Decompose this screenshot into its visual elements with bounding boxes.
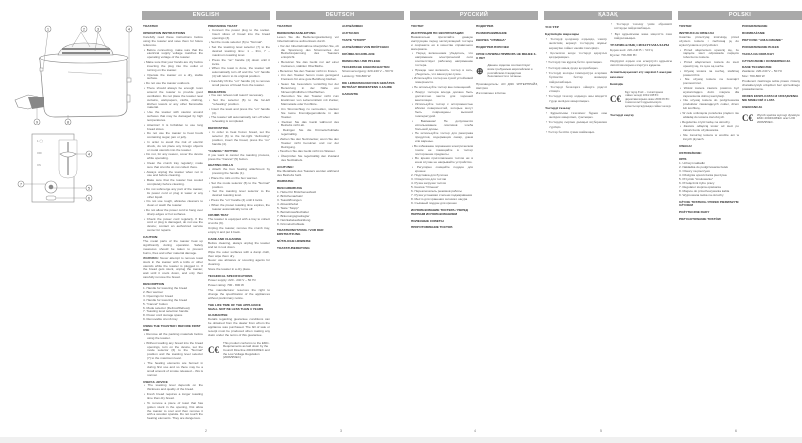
svg-text:7: 7 — [19, 181, 23, 187]
polski-ce-text: Wyrób spełnia wymogi dyrektyw EMC 2004/108/EC oraz LVD 2006/95/EC. — [757, 112, 800, 124]
english-service-life: THE LIFE TIME OF THE APPLIANCE SHALL NOT BE LESS THAN 3 YEARS — [208, 302, 264, 311]
english-warning-text: Never attempt to remove toast stuck in the toaster with a knife or other utensils while the toaster is plugged in. If the bread gets stuck, unplug the toaster, wait until it cools down, and only then carefully remove the bread. — [143, 255, 203, 280]
russian-title: ТОСТЕР — [411, 24, 424, 28]
kazakh-cleaning-item: • Тостер бөлігін сумен шаймаңыз. — [545, 130, 607, 134]
kazakh-column-1 — [545, 22, 607, 422]
deutsch-column-1 — [277, 22, 339, 422]
deutsch-bullet: • Benutzen Sie den Toaster nicht im Freien. — [277, 70, 339, 74]
description-item: 6. Przełącznik trybu pracy — [679, 180, 715, 185]
description-item: 6. Betriebswahlschalter — [277, 209, 309, 214]
russian-service-life: СРОК СЛУЖБЫ ПРИБОРА НЕ МЕНЕЕ 3-Х ЛЕТ — [476, 51, 537, 60]
page-number: 3 — [340, 429, 342, 433]
deutsch-spec-line: Stromversorgung: 220-240 V ~ 50 Hz — [342, 69, 394, 74]
kazakh-safety-heading: Қауіпсіздік шаралары — [545, 32, 580, 37]
kazakh-bullet: • Тостерді тазалау үшін абразивті заттарды пайдаланбаңыз. — [610, 22, 672, 31]
russian-rolls-heading: ПОДОГРЕВ БУЛОЧЕК — [476, 44, 509, 49]
svg-text:8: 8 — [66, 119, 70, 125]
header-russian: РУССКИЙ — [410, 11, 538, 20]
deutsch-bullet: • Seien Sie besonders vorsichtig bei der Benutzung in der Nähe von hitzeempfindlichen Oberflächen. — [277, 83, 339, 95]
deutsch-auftauen-heading: AUFTAUEN — [342, 30, 359, 35]
english-advice-item: • Fresh bread requires a longer toasting time than dry bread. — [143, 393, 203, 401]
english-first-use-heading: USING THE TOASTER / BEFORE FIRST USE — [143, 324, 201, 333]
bottom-strip — [0, 437, 802, 443]
deutsch-bullet: • Überprüfen Sie regelmäßig den Zustand des Netzkabels. — [277, 155, 339, 163]
english-bullet: • Always unplug the toaster when not in use and before cleaning. — [143, 171, 203, 179]
kazakh-cleaning-item: • Құрылғыны тазаламас бұрын оны желіден ажыратып, суытыңыз. — [545, 111, 607, 120]
polski-bullet: • Przed włączeniem tostera do sieci upewnij się, że ręce są suche. — [679, 61, 739, 69]
description-item: 3. Otwory na pieczywo — [679, 169, 711, 174]
polski-ce-block — [742, 114, 800, 125]
english-crumb-text: The toaster is equipped with a tray to collect crumbs (9). — [208, 217, 270, 226]
polski-defrost-heading: ROZMRAŻANIE — [742, 30, 765, 35]
english-care-heading: CARE AND CLEANING — [208, 236, 242, 241]
deutsch-bullet: • Benutzen Sie den Toaster nicht zum Erwärmen von Lebensmitteln mit Zucker, Marmelade oder Konfitüre. — [277, 95, 339, 107]
kazakh-title: ТОСТЕР — [545, 25, 559, 29]
kazakh-guarantee-heading: Кепілдік — [610, 82, 624, 87]
polski-bullet: • Nie zanurzaj tostera w wodzie ani w innych płynach. — [679, 134, 739, 142]
english-first-use-item: • Remove all the packing materials before using the toaster. — [143, 333, 203, 341]
deutsch-stop-heading: TASTE "STOPP" — [342, 37, 367, 42]
polski-spec-note: Producent zastrzega sobie prawo zmiany charakterystyk urządzeń bez uprzedniego powiadomienia. — [742, 79, 800, 91]
english-preparing-item: • Carefully lift the "on" handle (4) to remove small pieces of bread from the toaster. — [208, 80, 270, 88]
description-item: 9. Wyjmowana tacka na okruchy — [679, 192, 724, 197]
english-bullet: • Do not use the toaster outdoors. — [143, 82, 203, 86]
english-crumb-text: Unplug the toaster, remove the crumb tray, empty it and put it back. — [208, 226, 270, 235]
description-item: 3. Openings for bread — [143, 293, 173, 298]
polski-description-heading: OPIS — [679, 157, 687, 162]
polski-toasting-heading: PRZYGOTOWANIE TOSTÓW — [679, 217, 721, 222]
english-care-text: Store the toaster in a dry place. — [208, 267, 251, 272]
description-item: 4. Dźwignia opuszczania pieczywa — [679, 173, 727, 178]
deutsch-column-2 — [342, 22, 404, 422]
polski-guarantee-heading: GWARANCJA — [742, 104, 763, 109]
deutsch-bullet: • Decken Sie das Gerät während des Betriebs nicht ab. — [277, 121, 339, 129]
russian-bullet: • Регулярно очищайте поддон для крошек. — [411, 166, 473, 174]
english-preparing-heading: PREPARING TOAST — [208, 24, 238, 28]
svg-text:9: 9 — [35, 119, 39, 125]
description-item: 7. Toasting level selection handle — [143, 309, 189, 314]
english-bullet: • Do not use rough, abrasive cleaners to clean or wash the toaster. — [143, 200, 203, 208]
english-reheating-item: • Insert the toast and press the "on" handle (4). — [208, 108, 270, 116]
russian-intro: Внимательно прочитайте данную инструкцию перед эксплуатацией тостера и сохраните её в качестве справочного материала. — [411, 34, 473, 51]
svg-text:OFF: OFF — [37, 152, 42, 155]
english-intro: Carefully read these instructions before using the toaster and save them for future reference. — [143, 34, 203, 47]
deutsch-bullet: • Benutzen Sie das Gerät nur auf einer trockenen, stabilen Oberfläche. — [277, 61, 339, 69]
polski-bullet: • Nie używaj tostera do podgrzewania produktów zawierających cukier, dżem lub konfiturę. — [679, 99, 739, 111]
russian-bullet: • Перед включением убедитесь, что напряжение электрической сети соответствует рабочему напряжению тостера. — [411, 52, 473, 68]
english-first-use-item: • Without loading any bread into the bread openings, turn on the device, set the mode selector (6) to the "Normal" position and the toasting level selector (7) to the maximum level. — [143, 342, 203, 362]
description-item: 1. Handle for lowering the bread — [143, 286, 188, 291]
english-first-use-item: • The heating elements are burned in during first use and so there may be a small amount of smoke released – this is normal. — [143, 362, 203, 378]
polski-bullet: • Regularnie czyść tackę na okruchy. — [679, 121, 739, 125]
header-english: ENGLISH — [142, 11, 270, 20]
polski-rolls-heading: PODGRZEWANIE BUŁEK — [742, 44, 779, 49]
english-bullet: • Attention! It is forbidden to use long bread slices. — [143, 124, 203, 132]
page-number: 2 — [205, 429, 207, 433]
russian-bullet: • Используйте тостер с осторожностью вблизи поверхностей, которые могут быть повреждены высокой температурой. — [411, 103, 473, 119]
kazakh-column-2 — [610, 22, 672, 422]
svg-text:1 ◯: 1 ◯ — [37, 139, 43, 143]
deutsch-intro: Lesen Sie die Bedienungsanleitung vor Inbetriebnahme aufmerksam durch. — [277, 34, 339, 43]
russian-bullet: • Не используйте тостер вне помещений. — [411, 86, 473, 90]
english-spec-note: The manufacturer reserves the right to change the specification of the appliances without preliminary notice. — [208, 287, 270, 300]
deutsch-bullet: • Reinigen Sie die Krümelschublade regelmäßig. — [277, 129, 339, 137]
russian-first-use-heading: ИСПОЛЬЗОВАНИЕ ТОСТЕРА / ПЕРЕД ПЕРВЫМ ИСПОЛЬЗОВАНИЕМ — [411, 207, 468, 216]
polski-useful-heading: POŻYTECZNE RADY — [679, 210, 710, 215]
polski-instructions-heading: INSTRUKCJA OBSŁUGI — [679, 30, 714, 35]
description-item: 2. Nakładka do podgrzewania bułek — [679, 165, 729, 170]
english-rolls-item: • Set the mode selector (6) to the "Normal" position. — [208, 182, 270, 190]
english-advice-item: • The toasting level depends on the thickness and quality of the bread. — [143, 384, 203, 392]
polski-intro: Uważnie przeczytaj instrukcję przed użyciem tostera i zachowaj ją do wykorzystania w przyszłości. — [679, 34, 739, 47]
deutsch-spec-heading: TECHNISCHE EIGENSCHAFTEN — [342, 65, 390, 70]
description-item: 8. Miejsce do przechowywania kabla — [679, 188, 730, 193]
description-item: 5. Taste "Stopp" — [277, 205, 299, 210]
russian-bullet: • Внимание! Не допускается использование ломтиков хлеба большой длины. — [411, 120, 473, 132]
toaster-diagram — [10, 25, 135, 125]
polski-bullet: • Używaj tostera na suchej, stabilnej powierzchni. — [679, 70, 739, 78]
english-preparing-item: • Press the "on" handle (4) down until it locks. — [208, 59, 270, 67]
english-bullet: • There should always be enough room around the toaster to provide good ventilation. Do not place the toaster near curtains, wall-papers, cloths, clothing, kitchen towels or any other flammable material. — [143, 87, 203, 110]
description-item: 2. Подставка для булочек — [411, 173, 448, 178]
deutsch-reinigung-heading: REINIGUNG UND PFLEGE — [342, 58, 381, 63]
english-reheating-item: • Set the selector (6) to the far-left "reheating" position. — [208, 99, 270, 107]
description-item: 7. Bräunungsgradregler — [277, 213, 310, 218]
deutsch-bullet: • Um den Toaster herum muss genügend Freiraum für eine gute Belüftung bleiben. — [277, 74, 339, 82]
svg-text:2: 2 — [82, 26, 86, 32]
svg-text:5: 5 — [87, 185, 91, 191]
english-column-1 — [143, 22, 203, 422]
kazakh-bullet: • Тостерді тазалау алдында оны міндетті түрде желіден ажыратыңыз. — [545, 94, 607, 103]
polski-crumb-heading: TACKA NA OKRUCHY — [742, 51, 775, 56]
russian-ce-block — [476, 64, 538, 78]
english-bullet: • Before connecting, make sure that the electrical supply voltage matches the operating voltage of the toaster. — [143, 49, 203, 61]
russian-toasting-heading: ПРИГОТОВЛЕНИЕ ТОСТОВ — [411, 225, 453, 230]
ce-mark-icon: C€ — [742, 113, 753, 124]
polski-bullet: • Nie używaj tostera na zewnątrz pomieszczeń. — [679, 78, 739, 86]
english-heating-rolls-heading: HEATING ROLLS — [208, 163, 234, 168]
svg-text:3: 3 — [96, 26, 100, 32]
header-kazakh: ҚАЗАҚ — [544, 11, 672, 20]
deutsch-aufwaermen-heading: AUFWÄRMEN — [342, 24, 363, 28]
english-crumb-heading: CRUMB TRAY — [208, 213, 229, 218]
page-number: 5 — [600, 429, 602, 433]
svg-text:4: 4 — [87, 151, 91, 157]
callout-4 — [126, 26, 132, 32]
deutsch-useful-heading: NÜTZLICHE HINWEISE — [277, 239, 311, 244]
svg-text:4: 4 — [127, 26, 131, 32]
polski-bullet: • W celu uniknięcia porażenia prądem nie wkładaj do tostera ciał obcych. — [679, 112, 739, 120]
english-reheating-heading: REHEATING — [208, 89, 226, 94]
deutsch-warning-heading: WARNUNG: — [277, 179, 295, 184]
deutsch-bullet: • Vor der Inbetriebnahme überprüfen Sie, ob die Spannung des Stromnetzes der Betriebsspannung des Toasters entspricht. — [277, 45, 339, 61]
kazakh-bullet: • Тостерді жоғары температура әсерінен бүлінетін беттер жанында пайдаланбаңыз. — [545, 71, 607, 84]
deutsch-toasting-heading: TOASTZUBEREITUNG — [277, 246, 310, 251]
polski-bullet: • Wokół tostera zawsze powinno być wystarczająco dużo miejsca dla zapewnienia dobrej wentylacji. — [679, 87, 739, 99]
russian-bullet: • Используйте тостер на сухой устойчивой поверхности. — [411, 77, 473, 85]
description-item: 1. Uchwyt nakładki — [679, 161, 705, 166]
callout-3 — [95, 26, 101, 32]
russian-bullet: • Во избежание поражения электрическим током не помещайте в тостер посторонние предметы. — [411, 145, 473, 157]
kazakh-storage-heading: Тостерді сақтау — [610, 112, 634, 117]
russian-made-in: Изготовлено в Китае — [476, 90, 506, 95]
kazakh-spec-heading: ТЕХНИКАЛЫҚ СИПАТТАМАЛАРЫ — [610, 43, 670, 48]
russian-column-2 — [476, 22, 538, 422]
english-preparing-item: • Connect the power plug to the socket. Insert slices of bread into the bread openings (3). — [208, 29, 270, 41]
callout-2 — [81, 26, 87, 32]
english-spec-line: Power supply: 220 - 240 V ~ 50 Hz — [208, 278, 256, 283]
polski-spec-line: Moc: 700-800 W — [742, 74, 765, 79]
polski-bullet: • Przed włączeniem upewnij się, że napięcie sieci odpowiada napięciu roboczemu tostera. — [679, 49, 739, 61]
english-advice-item: • To remove a piece of toast that has gotten stuck in the opening, first allow the toaster to cool and then remove it with a wooden spatula. Do not touch the heating elements. They are dangerous. — [143, 402, 203, 422]
english-care-text: Before cleaning, always unplug the toaster and let it cool down. — [208, 240, 270, 249]
header-deutsch: DEUTSCH — [276, 11, 404, 20]
svg-text:ON: ON — [37, 164, 41, 167]
polski-cancel-heading: PRZYCISK "ANULOWANIE" — [742, 37, 783, 42]
english-bullet: • Clean the crumb tray regularly; make sure that crumbs do not collect there. — [143, 162, 203, 170]
description-item: 7. Ручка установки степени поджаривания — [411, 193, 472, 198]
kazakh-spec-line: Қуаты: 700-800 Вт — [610, 53, 637, 58]
deutsch-instructions-heading: BEDIENUNGSANLEITUNG — [277, 30, 316, 35]
polski-ostrzezenie-heading: OSTRZEŻENIE: — [679, 150, 702, 155]
callout-1 — [45, 26, 51, 32]
english-guarantee-text: Details regarding guarantee conditions can be obtained from the dealer from whom the appliance was purchased. The bill of sale or receipt must be produced when making any claim under the terms of this guarantee. — [208, 317, 270, 337]
polski-bullet: • Zawsze odłączaj toster od sieci po zakończeniu użytkowania. — [679, 125, 739, 133]
description-item: 4. Absenkhebel — [277, 202, 299, 207]
control-panel-diagram — [15, 130, 95, 205]
english-bullet: • Make sure that your hands are dry before inserting the plug into the outlet or turning on the toaster. — [143, 61, 203, 73]
header-polski: POLSKI — [678, 11, 802, 20]
kazakh-service-life: Аспаптың қызмет ету мерзімі 3 жылдан кем емес — [610, 70, 672, 79]
kazakh-bullet: • Қосылған кезде тостерді қараусыз қалдырмаңыз. — [545, 51, 607, 60]
kazakh-cleaning-item: • Тостердің сыртын дымқыл шүберекпен сүртіңіз. — [545, 120, 607, 129]
english-bullet: • Do not use the toaster to heat foods containing sugar, jam or jelly. — [143, 132, 203, 140]
polski-reheat-heading: PODGRZEWANIE — [742, 24, 768, 28]
kazakh-bullet: • Тостерді балаларға ойнауға рұқсат етпеңіз. — [545, 85, 607, 94]
english-column-2 — [208, 22, 270, 422]
description-item: 6. Переключатель режимов работы — [411, 189, 462, 194]
english-rolls-item: • When the preset toasting time expires, the toaster automatically turns off. — [208, 204, 270, 212]
english-spec-heading: TECHNICAL SPECIFICATIONS — [208, 274, 253, 279]
english-preparing-item: • When the toast is done, the toaster will automatically turn off and the "on" handle (4) will return to its original position. — [208, 67, 270, 79]
english-title: TOASTER — [143, 24, 158, 28]
russian-defrost-heading: РАЗМОРАЖИВАНИЕ — [476, 30, 507, 35]
english-rolls-item: • Attach the bun heating attachment by pressing the handle (1). — [208, 168, 270, 176]
english-defrosting-heading: DEFROSTING — [208, 126, 229, 131]
deutsch-bullet: • Ziehen Sie den Netzstecker, wenn Sie den Toaster nicht benutzen und vor der Reinigung. — [277, 138, 339, 150]
english-rolls-item: • Press the "on" handle (4) until it locks. — [208, 199, 270, 203]
description-item: 3. Отверстия для тостов — [411, 177, 447, 182]
english-caution-text: The metal parts of the toaster heat up significantly during operation. Safety measures should be taken to prevent burns, fires and other material damage. — [143, 239, 203, 255]
polski-uwaga-heading: UWAGA! — [679, 143, 692, 148]
polski-title: TOSTER — [679, 24, 692, 28]
deutsch-service-life: DIE LEBENSDAUER DES GERÄTES BETRÄGT MINDESTENS 3 JAHRE — [342, 81, 395, 90]
deutsch-achtung-text: Die Metallteile des Toasters werden während des Betriebs heiß. — [277, 168, 339, 177]
description-item: 5. Кнопка "Отмена" — [411, 185, 439, 190]
english-operation-heading: OPERATION INSTRUCTIONS — [143, 30, 186, 35]
english-rolls-item: • Place the rolls on the bun warmer. — [208, 177, 270, 181]
kazakh-bullet: • Тостерді тек құрғақ бетте орнатыңыз. — [545, 60, 607, 64]
english-bullet: • Check the power cord regularly. If the cord or plug is damaged, do not use the device; contact an authorized service center for repairs. — [143, 218, 203, 234]
kazakh-spec-note: Өндіруші алдын ала ескертусіз құрылғы сипаттамаларын өзгертуге құқылы. — [610, 58, 672, 68]
polski-column-2 — [742, 22, 800, 422]
callout-9 — [34, 119, 40, 125]
russian-column-1 — [411, 22, 473, 422]
description-item: 5. Przycisk "Anulowanie" — [679, 176, 714, 181]
description-item: 9. Съёмный поддон для крошек — [411, 200, 457, 205]
panel-callout-4 — [86, 151, 92, 157]
russian-bullet: • Вокруг тостера всегда должно быть достаточно места для хорошей вентиляции. — [411, 91, 473, 103]
english-caution-heading: CAUTION: — [143, 235, 159, 240]
english-reheating-item: • You can reheat cold toast if necessary. — [208, 94, 270, 98]
panel-callout-7 — [18, 181, 24, 187]
svg-text:1: 1 — [46, 26, 50, 32]
english-warning-label: WARNING: — [143, 255, 159, 260]
description-item: 2. Bun warmer — [143, 289, 164, 294]
description-item: 9. Krümelschublade — [277, 221, 305, 226]
page-number: 4 — [474, 429, 476, 433]
deutsch-spec-line: Leistung: 700-800 W — [342, 74, 371, 79]
polski-column-1 — [679, 22, 739, 422]
polski-spec-heading: DANE TECHNICZNE — [742, 65, 772, 70]
deutsch-title: TOASTER — [277, 24, 292, 28]
english-spec-line: Power rating: 700 - 800 W — [208, 283, 244, 288]
description-item: 7. Regulator stopnia opiekania — [679, 184, 721, 189]
russian-bullet: • Не используйте тостер для разогрева продуктов, содержащих сахар, джем или варенье. — [411, 132, 473, 144]
english-description-heading: DESCRIPTION — [143, 282, 165, 287]
description-item: 4. Handle for lowering the bread — [143, 297, 188, 302]
english-bullet: • Do not submerge any part of the toaster, its power cord or plug in water or any other liquid. — [143, 188, 203, 200]
description-item: 8. Место для хранения сетевого шнура — [411, 196, 468, 201]
russian-useful-heading: ПОЛЕЗНЫЕ СОВЕТЫ — [411, 218, 444, 223]
deutsch-first-use-heading: TOASTERNUTZUNG / VOR DER ERSTNUTZUNG — [277, 228, 324, 237]
english-preparing-item: • Set the toasting level selector (7) to the desired toasting time: 1 – thin, 7 – maximum toasting level. — [208, 46, 270, 58]
description-item: 8. Power cord storage space — [143, 313, 183, 318]
eac-mark-icon: ⊕ — [476, 65, 484, 76]
kazakh-cleaning-heading: Тостерді тазалау — [545, 106, 571, 111]
russian-bullet: • Прежде чем включить тостер в сеть, убедитесь, что ваши руки сухие. — [411, 69, 473, 77]
deutsch-description-heading: BESCHREIBUNG — [277, 186, 303, 191]
description-item: 1. Hebel für Brötchenaufsatz — [277, 190, 317, 195]
description-item: 3. Toastöffnungen — [277, 198, 302, 203]
english-rolls-item: • Set the toasting level selector to the desired toasting level. — [208, 190, 270, 198]
english-cancel-heading: "CANCEL" BUTTON — [208, 148, 238, 153]
english-care-text: Never use abrasive or scouring agents for cleaning. — [208, 258, 270, 267]
description-item: 6. Mode selector (Defrost/Reheat) — [143, 305, 190, 310]
russian-instructions-heading: ИНСТРУКЦИЯ ПО ЭКСПЛУАТАЦИИ — [411, 30, 464, 35]
russian-manufacturer: Производитель: АО ДЭС ЭНТЕРПРАЙЗ, Австрия — [476, 81, 538, 90]
english-bullet: • Operate the toaster on a dry, stable surface. — [143, 74, 203, 82]
deutsch-garantie-heading: GARANTIE — [342, 91, 359, 96]
english-ce-text: This product conforms to the EMC-Requirements as laid down by the Council Directive 2004/108/EC and the Low Voltage Regulation (2006/95/EC) — [223, 340, 270, 360]
russian-cancel-heading: КНОПКА "ОТМЕНА" — [476, 37, 507, 42]
panel-callout-6 — [86, 195, 92, 201]
english-cancel-text: If you want to cancel the toasting process, press the "Cancel" (5) button. — [208, 152, 270, 161]
kazakh-bullet: • Тостерді ашық ауада қолданбаңыз. — [545, 66, 607, 70]
english-ce-block — [208, 342, 270, 360]
english-preparing-item: • Set the mode selector (6) to "Normal". — [208, 41, 270, 45]
russian-ce-text: Данное изделие соответствует всем требуемым европейским и российским стандартам безопасности и гигиены. — [487, 63, 533, 79]
english-bullet: • In order to avoid the risk of electric shock, do not place any foreign objects or metal utensils into the toaster. — [143, 141, 203, 153]
polski-spec-line: Zasilanie: 220-240 V ~ 50 Hz — [742, 69, 782, 74]
polski-care-heading: CZYSZCZENIE I KONSERWACJA — [742, 58, 791, 63]
svg-text:6: 6 — [87, 195, 91, 201]
ce-mark-icon: C€ — [610, 94, 621, 105]
deutsch-broetchen-heading: AUFWÄRMEN VON BRÖTCHEN — [342, 44, 389, 49]
description-item: 9. Removable crumb tray — [143, 317, 178, 322]
polski-service-life: OKRES EKSPLOATACJI URZĄDZENIA NIE MNIEJ NIŻ 3 LATA — [742, 93, 799, 102]
english-reheating-item: • The toaster will automatically turn off when reheating is completed. — [208, 116, 270, 124]
english-bullet: • Make sure that the toaster has cooled completely before cleaning. — [143, 179, 203, 187]
english-bullet: • Do not allow the power cord to hang over sharp edges or hot surfaces. — [143, 209, 203, 217]
english-warning — [143, 257, 203, 280]
english-defrosting-item: • In order to heat frozen bread, set the selector (6) to the far-right "defrosting" position, insert the bread, press the "on" handle (4). — [208, 131, 270, 147]
description-item: 2. Brötchenaufsatz — [277, 194, 303, 199]
kazakh-bullet: • Тостерді қолданар алдында, электр желісінің кернеуі тостердің жұмыс кернеуіне сәйкес екенін тексеріңіз. — [545, 37, 607, 50]
page-number: 6 — [735, 429, 737, 433]
english-guarantee-heading: GUARANTEE — [208, 313, 228, 318]
polski-first-use-heading: UŻYCIE TOSTERA / PRZED PIERWSZYM UŻYCIEM — [679, 199, 739, 208]
kazakh-bullet: • Бұл құрылғыны жеке мақсатта ғана пайдаланыңыз. — [610, 32, 672, 41]
kazakh-spec-line: Қорек көзі: 220-240 В ~ 50 Гц — [610, 47, 654, 52]
deutsch-achtung-heading: ACHTUNG! — [277, 164, 294, 169]
russian-reheat-heading: ПОДОГРЕВ — [476, 24, 494, 28]
english-bullet: • Use the toaster with caution around surfaces that may be damaged by high temperatures. — [143, 111, 203, 123]
description-item: 8. Netzkabelaufwicklung — [277, 217, 311, 222]
russian-bullet: • Во время приготовления тостов ни в коем случае не накрывайте устройство. — [411, 157, 473, 165]
english-care-text: Wipe the outer surfaces with a damp cloth, then wipe them dry. — [208, 249, 270, 258]
callout-8 — [65, 119, 71, 125]
english-useful-advice-heading: USEFUL ADVICE — [143, 379, 168, 384]
deutsch-bullet: • Um Stromschlag zu vermeiden, stecken Sie keine Fremdgegenstände in den Toaster. — [277, 108, 339, 120]
kazakh-ce-block — [610, 91, 672, 109]
description-item: 4. Ручка загрузки тостов — [411, 181, 446, 186]
deutsch-kruemel-heading: KRÜMELSCHUBLADE — [342, 51, 375, 56]
english-bullet: • Do not, for any reason, cover the device while operating. — [143, 153, 203, 161]
ce-mark-icon: C€ — [208, 344, 219, 355]
deutsch-bullet: • Tauchen Sie das Gerät nicht ins Wasser. — [277, 150, 339, 154]
description-item: 5. "Cancel" button — [143, 301, 168, 306]
kazakh-ce-text: Бұл тауар ЕАС – талаптарына сәйкес келеді 2004/108/ЕС директиваларына және 2006/95/ЕС төмен вольтті құрылғыларға қатысты нұсқаулыққа сәйкес келеді. — [625, 89, 672, 109]
panel-callout-5 — [86, 185, 92, 191]
